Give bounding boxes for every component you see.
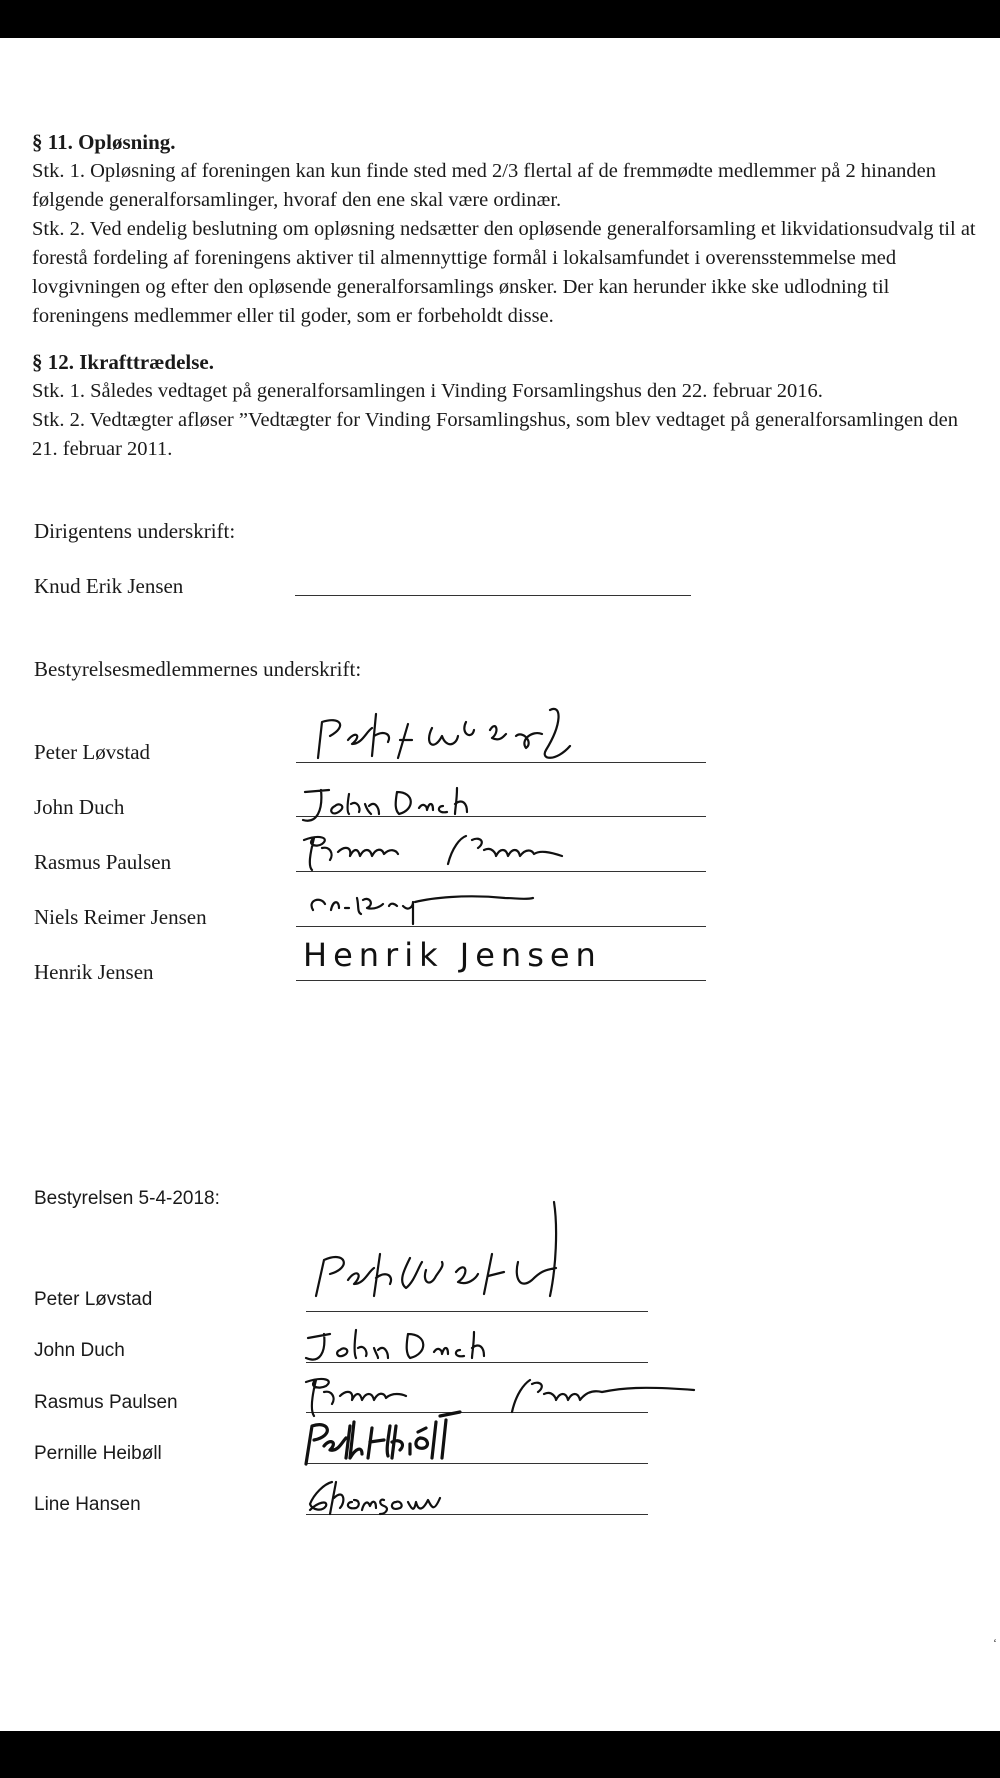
- dirigent-signature-line: [295, 595, 691, 596]
- board-label: Bestyrelsesmedlemmernes underskrift:: [34, 657, 362, 681]
- section-11-stk1: Stk. 1. Opløsning af foreningen kan kun finde sted med 2/3 flertal af de fremmødte medlemmer på 2 hinanden følgende generalforsamlinger, hvoraf den ene skal være ordinær.: [32, 160, 937, 211]
- signature-peter-lovstad-2018: [306, 1198, 666, 1313]
- signature-rasmus-paulsen: [300, 826, 630, 876]
- board-2018-member-name: Pernille Heibøll: [34, 1443, 162, 1464]
- signature-line-hansen-2018: [304, 1472, 504, 1518]
- top-black-bar: [0, 0, 1000, 38]
- dirigent-name: Knud Erik Jensen: [34, 574, 184, 598]
- board-2018-label: Bestyrelsen 5-4-2018:: [34, 1188, 220, 1209]
- page-mark: ‘: [993, 1636, 997, 1650]
- section-12-heading: § 12. Ikrafttrædelse.: [32, 350, 214, 374]
- signature-john-duch-2018: [300, 1318, 520, 1368]
- bottom-black-bar: [0, 1731, 1000, 1778]
- section-12: [32, 348, 982, 464]
- board-member-name: Henrik Jensen: [34, 960, 154, 984]
- signature-pernille-heiboll-2018: [300, 1410, 520, 1474]
- board-member-name: Niels Reimer Jensen: [34, 905, 207, 929]
- section-11-stk2: Stk. 2. Ved endelig beslutning om opløsning nedsætter den opløsende generalforsamling et likvidationsudvalg til at forestå fordeling af foreningens aktiver til almennyttige formål i lokalsamfundet i overensstemmelse med lovgivningen og efter den opløsende generalforsamlings ønsker. Der kan herunder ikke ske udlodning til foreningens medlemmer eller til goder, som er forbeholdt disse.: [32, 218, 976, 327]
- section-12-stk2: Stk. 2. Vedtægter afløser ”Vedtægter for Vinding Forsamlingshus, som blev vedtaget på generalforsamlingen den 21. februar 2011.: [32, 409, 959, 460]
- signature-line: [296, 980, 706, 981]
- board-member-name: Rasmus Paulsen: [34, 850, 172, 874]
- signature-henrik-jensen: Henrik Jensen: [303, 936, 602, 974]
- section-12-stk1: Stk. 1. Således vedtaget på generalforsamlingen i Vinding Forsamlingshus den 22. februar 2016.: [32, 380, 823, 402]
- board-2018-member-name: Line Hansen: [34, 1494, 141, 1515]
- section-11-heading: § 11. Opløsning.: [32, 130, 176, 154]
- dirigent-label: Dirigentens underskrift:: [34, 519, 236, 543]
- board-2018-member-name: Peter Løvstad: [34, 1289, 153, 1310]
- signature-john-duch: [295, 780, 515, 830]
- section-11: [32, 128, 982, 331]
- board-member-name: Peter Løvstad: [34, 740, 151, 764]
- signature-niels-reimer-jensen: [305, 878, 575, 928]
- board-2018-member-name: John Duch: [34, 1340, 125, 1361]
- board-2018-member-name: Rasmus Paulsen: [34, 1392, 178, 1413]
- signature-peter-lovstad: [300, 700, 630, 770]
- board-member-name: John Duch: [34, 795, 125, 819]
